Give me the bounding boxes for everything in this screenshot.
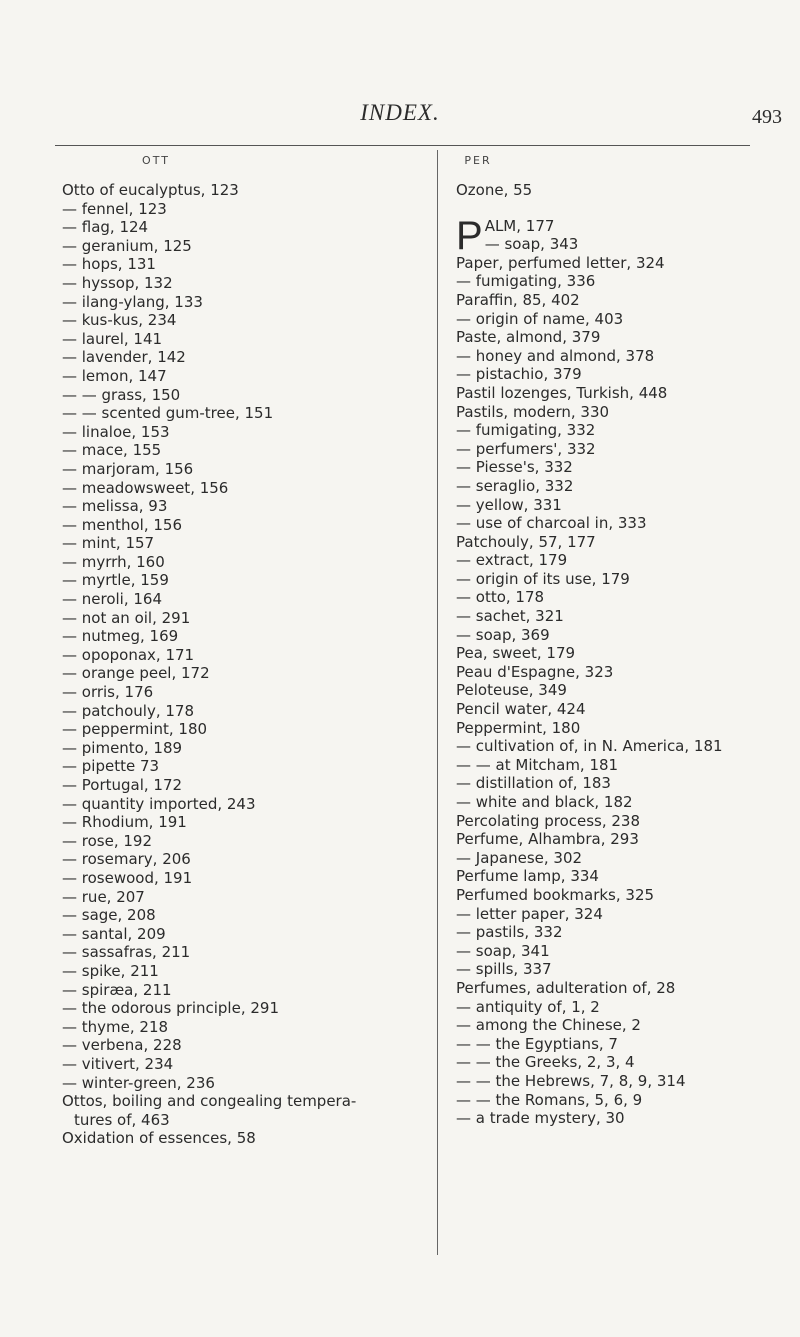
index-entry: — fumigating, 332: [456, 421, 596, 440]
index-entry: — among the Chinese, 2: [456, 1016, 641, 1035]
index-entry: — flag, 124: [62, 218, 149, 237]
index-entry: — not an oil, 291: [62, 608, 191, 627]
index-entry: — rue, 207: [62, 887, 145, 906]
index-entry: — winter-green, 236: [62, 1073, 215, 1092]
index-entry: Perfumed bookmarks, 325: [456, 885, 655, 904]
index-entry: — otto, 178: [456, 588, 545, 607]
index-entry: — santal, 209: [62, 924, 166, 943]
index-entry: Perfume lamp, 334: [456, 867, 599, 886]
index-entry: — mint, 157: [62, 534, 155, 553]
index-entry: — — at Mitcham, 181: [456, 755, 619, 774]
index-entry: — opoponax, 171: [62, 645, 195, 664]
guide-word-left: OTT: [142, 154, 170, 167]
index-entry: — nutmeg, 169: [62, 627, 179, 646]
index-entry: Pastil lozenges, Turkish, 448: [456, 383, 668, 402]
index-entry: — sachet, 321: [456, 607, 564, 626]
column-divider: [437, 150, 438, 1255]
index-entry: — seraglio, 332: [456, 476, 574, 495]
index-entry: — peppermint, 180: [62, 720, 208, 739]
index-entry: — myrrh, 160: [62, 552, 165, 571]
index-entry: — a trade mystery, 30: [456, 1109, 625, 1128]
index-entry: — fennel, 123: [62, 199, 167, 218]
left-entries: [62, 181, 434, 1148]
index-entry: tures of, 463: [74, 1110, 170, 1129]
index-entry: Pea, sweet, 179: [456, 644, 576, 663]
index-entry: — pipette 73: [62, 757, 160, 776]
index-entry: — spills, 337: [456, 960, 552, 979]
index-entry: — rose, 192: [62, 831, 152, 850]
index-entry: — yellow, 331: [456, 495, 562, 514]
index-entry: Peppermint, 180: [456, 718, 581, 737]
index-entry: Peloteuse, 349: [456, 681, 567, 700]
index-entry: — the odorous principle, 291: [62, 999, 279, 1018]
index-entry: — origin of its use, 179: [456, 569, 630, 588]
index-entry: — Portugal, 172: [62, 776, 183, 794]
index-entry: Paste, almond, 379: [456, 328, 601, 347]
index-entry: — pastils, 332: [456, 923, 563, 942]
dropcap-letter: P: [456, 213, 483, 258]
index-entry: — perfumers', 332: [456, 439, 596, 458]
index-entry: — cultivation of, in N. America, 181: [456, 737, 723, 756]
index-entry: — hops, 131: [62, 255, 156, 274]
index-entry: — soap, 341: [456, 941, 550, 960]
index-entry: — Japanese, 302: [456, 848, 583, 867]
index-entry: — use of charcoal in, 333: [456, 514, 647, 533]
index-entry: — meadowsweet, 156: [62, 478, 229, 497]
index-entry: Ozone, 55: [456, 181, 533, 199]
page-header: [0, 100, 800, 140]
index-entry: Patchouly, 57, 177: [456, 532, 596, 551]
index-entry: — extract, 179: [456, 551, 568, 570]
index-entry: — quantity imported, 243: [62, 794, 256, 813]
index-entry: — hyssop, 132: [62, 273, 173, 292]
index-entry: — — scented gum-tree, 151: [62, 404, 274, 423]
index-entry: — — the Egyptians, 7: [456, 1034, 618, 1053]
index-entry: — honey and almond, 378: [456, 346, 655, 365]
index-entry: — ilang-ylang, 133: [62, 292, 203, 311]
index-entry: Otto of eucalyptus, 123: [62, 181, 239, 199]
index-entry: — pistachio, 379: [456, 365, 582, 384]
index-entry: — — the Hebrews, 7, 8, 9, 314: [456, 1071, 686, 1090]
index-entry: — Rhodium, 191: [62, 813, 187, 832]
index-entry: — vitivert, 234: [62, 1054, 174, 1073]
index-entry: — verbena, 228: [62, 1036, 182, 1055]
left-column: [62, 150, 434, 1148]
index-entry: Ottos, boiling and congealing tempera-: [62, 1092, 357, 1111]
index-entry: Perfume, Alhambra, 293: [456, 830, 639, 849]
index-entry: — kus-kus, 234: [62, 311, 177, 330]
index-entry: Pencil water, 424: [456, 700, 586, 719]
index-entry: Paper, perfumed letter, 324: [456, 253, 665, 272]
right-column: [456, 150, 796, 1128]
index-entry: — laurel, 141: [62, 329, 163, 348]
index-entry: Oxidation of essences, 58: [62, 1129, 256, 1148]
index-entry: — — grass, 150: [62, 385, 181, 404]
index-entry: — distillation of, 183: [456, 774, 611, 793]
index-entry: — orange peel, 172: [62, 664, 210, 683]
index-entry: — Piesse's, 332: [456, 458, 573, 477]
header-rule: [55, 145, 750, 146]
index-entry: Pastils, modern, 330: [456, 402, 610, 421]
index-entry: — fumigating, 336: [456, 272, 596, 291]
page-number: 493: [752, 106, 782, 128]
running-title: INDEX.: [360, 100, 440, 125]
index-entry: — melissa, 93: [62, 497, 168, 516]
index-entry: Perfumes, adulteration of, 28: [456, 978, 676, 997]
index-entry: — origin of name, 403: [456, 309, 624, 328]
index-entry: — myrtle, 159: [62, 571, 169, 590]
index-entry: — sage, 208: [62, 906, 156, 925]
right-entries: [456, 254, 796, 1128]
guide-word-right: PER: [464, 154, 492, 167]
index-entry: — soap, 369: [456, 625, 550, 644]
index-entry: — white and black, 182: [456, 793, 633, 811]
index-entry: — linaloe, 153: [62, 422, 170, 441]
index-entry: — menthol, 156: [62, 515, 183, 534]
index-entry: — — the Greeks, 2, 3, 4: [456, 1053, 635, 1072]
index-entry: — spike, 211: [62, 961, 159, 980]
index-entry: — letter paper, 324: [456, 904, 603, 923]
index-entry: Paraffin, 85, 402: [456, 290, 580, 309]
index-entry: Percolating process, 238: [456, 811, 641, 830]
index-entry: — sassafras, 211: [62, 943, 191, 962]
index-entry: — rosewood, 191: [62, 868, 193, 887]
index-entry: — lemon, 147: [62, 366, 167, 385]
index-entry: — pimento, 189: [62, 738, 183, 757]
index-entry: — geranium, 125: [62, 236, 192, 255]
dropcap-rest: ALM, 177: [484, 216, 555, 235]
index-entry: — mace, 155: [62, 441, 162, 460]
index-entry: — thyme, 218: [62, 1017, 169, 1036]
index-entry: — rosemary, 206: [62, 850, 191, 869]
index-entry: — neroli, 164: [62, 590, 163, 609]
index-entry: — orris, 176: [62, 683, 154, 702]
index-entry: — patchouly, 178: [62, 701, 195, 720]
dropcap-line2: — soap, 343: [484, 235, 579, 254]
index-entry: — marjoram, 156: [62, 459, 194, 478]
right-entries-top: [456, 181, 796, 200]
index-entry: — spiræa, 211: [62, 980, 172, 999]
index-entry: — antiquity of, 1, 2: [456, 997, 600, 1016]
index-entry: Peau d'Espagne, 323: [456, 662, 614, 681]
index-entry: — — the Romans, 5, 6, 9: [456, 1090, 643, 1109]
index-entry: — lavender, 142: [62, 348, 186, 367]
dropcap-entry: [456, 213, 796, 258]
